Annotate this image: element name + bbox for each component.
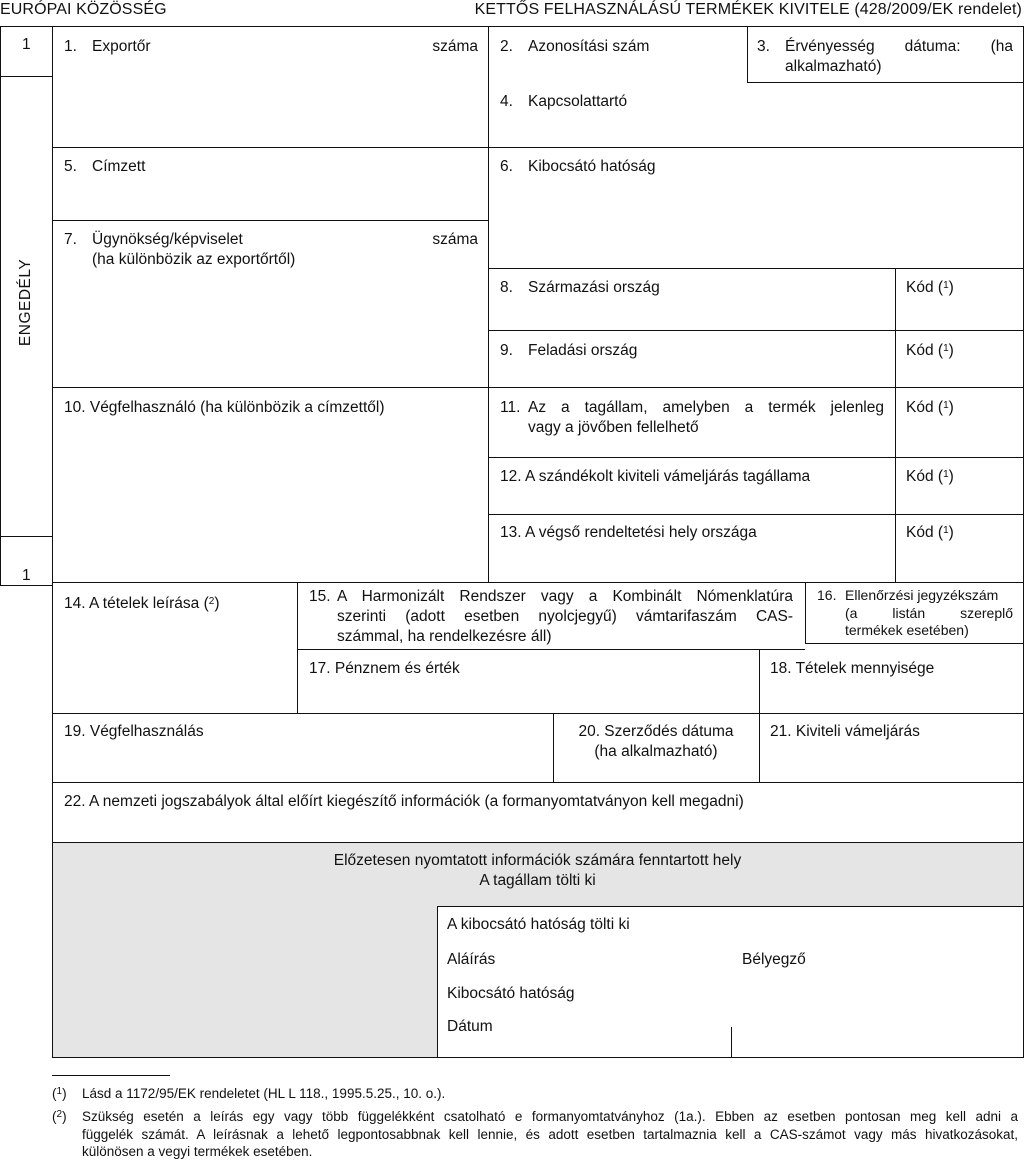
field-16-control-list-number[interactable]: 16. Ellenőrzési jegyzékszám (a listán szereplő termékek esetében) bbox=[817, 587, 1013, 638]
field-10-end-user[interactable]: 10. Végfelhasználó (ha különbözik a címzettől) bbox=[64, 399, 385, 416]
field-18-quantity[interactable]: 18. Tételek mennyisége bbox=[770, 660, 935, 677]
stamp-label[interactable]: Bélyegző bbox=[742, 951, 806, 968]
field-11-member-state-location[interactable]: 11. Az a tagállam, amelyben a termék jelenleg vagy a jövőben fellelhető bbox=[500, 399, 884, 437]
field-12-code[interactable]: Kód ($^1$) bbox=[906, 468, 954, 485]
copy-number-bottom: 1 bbox=[22, 567, 31, 584]
field-6-issuing-authority[interactable]: 6. Kibocsátó hatóság bbox=[500, 158, 656, 175]
signature-label[interactable]: Aláírás bbox=[447, 951, 496, 968]
field-11-code[interactable]: Kód ($^1$) bbox=[906, 399, 954, 416]
field-3-validity-date[interactable]: 3. Érvényesség dátuma: (ha alkalmazható) bbox=[757, 38, 1013, 76]
footnote-1: ($^1$) Lásd a 1172/95/EK rendeletet (HL L 118., 1995.5.25., 10. o.). bbox=[52, 1086, 446, 1101]
licence-vertical-label: ENGEDÉLY bbox=[16, 258, 34, 347]
field-4-contact[interactable]: 4. Kapcsolattartó bbox=[500, 93, 628, 110]
field-13-code[interactable]: Kód ($^1$) bbox=[906, 524, 954, 541]
field-8-country-of-origin[interactable]: 8. Származási ország bbox=[500, 279, 660, 296]
field-21-export-customs-procedure[interactable]: 21. Kiviteli vámeljárás bbox=[770, 723, 920, 740]
field-8-code[interactable]: Kód ($^1$) bbox=[906, 279, 954, 296]
copy-number-top: 1 bbox=[22, 36, 31, 53]
field-9-country-of-dispatch[interactable]: 9. Feladási ország bbox=[500, 342, 638, 359]
field-14-description-of-items[interactable]: 14. A tételek leírása ($^2$) bbox=[64, 595, 220, 612]
date-label[interactable]: Dátum bbox=[447, 1018, 493, 1035]
issuing-authority-label[interactable]: Kibocsátó hatóság bbox=[447, 985, 575, 1002]
reserved-area-text: Előzetesen nyomtatott információk számára fenntartott hely A tagállam tölti ki bbox=[333, 852, 742, 890]
field-20-contract-date[interactable]: 20. Szerződés dátuma (ha alkalmazható) bbox=[578, 723, 734, 761]
field-7-agent[interactable]: 7. Ügynökség/képviselet száma (ha különbözik az exportőrtől) bbox=[64, 231, 478, 269]
field-9-code[interactable]: Kód ($^1$) bbox=[906, 342, 954, 359]
footnote-2: ($^2$) Szükség esetén a leírás egy vagy több függelékként csatolható e formanyomtatványhoz (1a.). Ebben az esetben pontosan meg kell adni a függelék számát. A leírásnak a lehető legpontosabbnak kell lennie, és adott esetben tartalmaznia kell a CAS-számot vagy más hivatkozásokat, különösen a vegyi termékek esetében. bbox=[52, 1109, 1018, 1160]
field-12-export-customs-member-state[interactable]: 12. A szándékolt kiviteli vámeljárás tagállama bbox=[500, 468, 811, 485]
field-22-additional-information[interactable]: 22. A nemzeti jogszabályok által előírt kiegészítő információk (a formanyomtatványon kell megadni) bbox=[64, 793, 744, 810]
field-13-final-destination-country[interactable]: 13. A végső rendeltetési hely országa bbox=[500, 524, 757, 541]
field-15-tariff-number[interactable]: 15. A Harmonizált Rendszer vagy a Kombinált Nómenklatúra szerinti (adott esetben nyolcjegyű) vámtarifaszám CAS- számmal, ha rendelkezésre áll) bbox=[309, 588, 793, 646]
authority-title: A kibocsátó hatóság tölti ki bbox=[447, 916, 630, 933]
field-1-exporter[interactable]: 1. Exportőr száma bbox=[64, 38, 478, 55]
field-17-currency-and-value[interactable]: 17. Pénznem és érték bbox=[309, 660, 460, 677]
field-19-end-use[interactable]: 19. Végfelhasználás bbox=[64, 723, 204, 740]
header-title: KETTŐS FELHASZNÁLÁSÚ TERMÉKEK KIVITELE (428/2009/EK rendelet) bbox=[474, 1, 1022, 18]
header-community: EURÓPAI KÖZÖSSÉG bbox=[0, 1, 167, 18]
field-5-consignee[interactable]: 5. Címzett bbox=[64, 158, 146, 175]
field-2-identification-number[interactable]: 2. Azonosítási szám bbox=[500, 38, 650, 55]
